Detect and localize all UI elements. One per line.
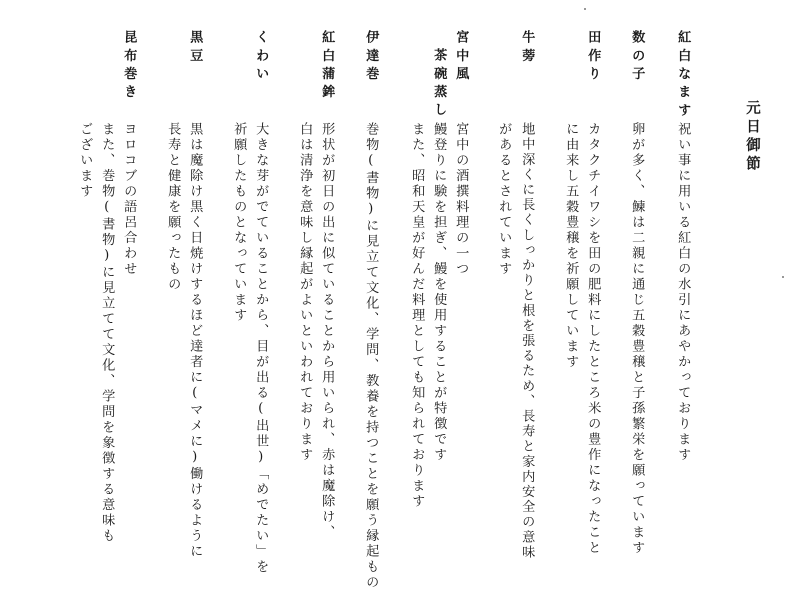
- entry-line: また、昭和天皇が好んだ料理としても知られております: [409, 122, 425, 510]
- entry-line: ございます: [77, 122, 93, 200]
- entry-line: 長寿と健康を願ったもの: [165, 122, 181, 293]
- entry-term: 宮中風: [453, 30, 469, 85]
- entry-line: 宮中の酒撰料理の一つ: [453, 122, 469, 277]
- entry-term: 数の子: [629, 30, 645, 85]
- entry-term: くわい: [253, 30, 269, 85]
- entry-term: 紅白なます: [675, 30, 691, 121]
- page-title: 元日御節: [744, 100, 761, 174]
- entry-line: カタクチイワシを田の肥料にしたところ米の豊作になったこと: [585, 122, 601, 556]
- entry-line: 黒は魔除け黒く日焼けするほど達者に(マメに)働けるように: [187, 122, 203, 560]
- scan-speck: [584, 8, 586, 10]
- entry-term: 紅白蒲鉾: [319, 30, 335, 103]
- entry-line: 大きな芽がでていることから、目が出る(出世)「めでたい」を: [253, 122, 269, 576]
- entry-line: また、巻物(書物)に見立てて文化、学問を象徴する意味も: [99, 122, 115, 545]
- entry-term: 田作り: [585, 30, 601, 85]
- entry-line: 祈願したものとなっています: [231, 122, 247, 324]
- entry-term: 牛蒡: [519, 30, 535, 67]
- entry-line: があるとされています: [496, 122, 512, 277]
- entry-term: 黒豆: [187, 30, 203, 67]
- entry-term: 伊達巻: [363, 30, 379, 85]
- entry-line: に由来し五穀豊穣を祈願しています: [563, 122, 579, 370]
- entry-line: 地中深くに長くしっかりと根を張るため、長寿と家内安全の意味: [519, 122, 535, 560]
- entry-line: 巻物(書物)に見立て文化、学問、教養を持つことを願う縁起もの: [363, 122, 379, 591]
- entry-line: ヨロコブの語呂合わせ: [121, 122, 137, 277]
- entry-line: 祝い事に用いる紅白の水引にあやかっております: [675, 122, 691, 463]
- entry-line: 卵が多く、鰊は二親に通じ五穀豊穣と子孫繁栄を願っています: [629, 122, 645, 556]
- entry-line: 形状が初日の出に似ていることから用いられ、赤は魔除け、: [319, 122, 335, 541]
- entry-term: 昆布巻き: [121, 30, 137, 103]
- entry-line: 鰻登りに験を担ぎ、鰻を使用することが特徴です: [431, 122, 447, 463]
- scan-speck: [782, 276, 784, 278]
- entry-line: 白は清浄を意味し縁起がよいといわれております: [297, 122, 313, 463]
- entry-subterm: 茶碗蒸し: [431, 48, 447, 121]
